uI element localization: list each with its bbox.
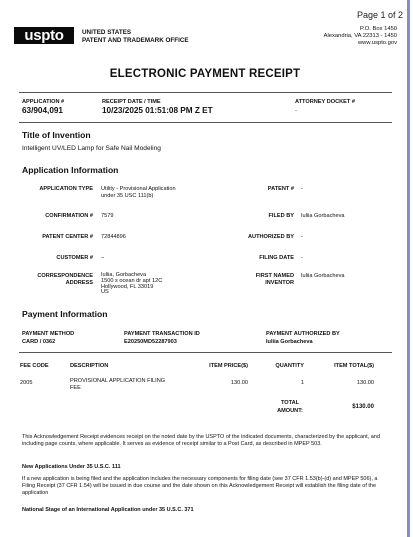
first-named-inventor-value: Iuliia Gorbacheva xyxy=(301,273,345,279)
divider xyxy=(19,92,392,93)
patent-number-value: - xyxy=(301,186,303,192)
transaction-id-label: PAYMENT TRANSACTION ID xyxy=(124,331,200,337)
transaction-id-value: E20250MD52287903 xyxy=(124,339,177,345)
customer-value: – xyxy=(101,255,105,261)
org-name-line: UNITED STATES xyxy=(82,29,132,36)
receipt-date: 10/23/2025 01:51:08 PM Z ET xyxy=(102,106,213,115)
fee-price: 130.00 xyxy=(230,380,248,386)
page-title: ELECTRONIC PAYMENT RECEIPT xyxy=(109,68,301,80)
item-total-header: ITEM TOTAL($) xyxy=(334,363,374,369)
description-header: DESCRIPTION xyxy=(70,363,109,369)
org-name xyxy=(82,29,189,44)
filed-by-value: Iuliia Gorbacheva xyxy=(301,213,345,219)
payment-authorized-label: PAYMENT AUTHORIZED BY xyxy=(266,331,340,337)
total-amount-value: $130.00 xyxy=(352,404,374,410)
correspondence-address-value: Iuliia, Gorbacheva 1500 s ocean dr apt 12C Hollywood, FL 33019 US xyxy=(101,272,163,296)
address-line: Alexandria, VA 22313 - 1450 xyxy=(323,32,397,39)
first-named-inventor-label: FIRST NAMED INVENTOR xyxy=(255,273,294,286)
application-type-value: Utility - Provisional Application under 35 USC 111(b) xyxy=(101,186,176,199)
correspondence-address-label: CORRESPONDENCE ADDRESS xyxy=(37,273,93,286)
application-info-heading: Application Information xyxy=(22,165,119,175)
national-stage-heading: National Stage of an International Application under 35 U.S.C. 371 xyxy=(22,507,194,513)
address-line: www.uspto.gov xyxy=(358,39,397,46)
total-amount-label: TOTAL AMOUNT: xyxy=(277,400,303,414)
fee-description: PROVISIONAL APPLICATION FILING FEE xyxy=(70,378,166,391)
page-indicator: Page 1 of 2 xyxy=(356,10,403,20)
quantity-header: QUANTITY xyxy=(275,363,304,369)
authorized-by-label: AUTHORIZED BY xyxy=(248,234,294,240)
fee-code-header: FEE CODE xyxy=(20,363,49,369)
attorney-docket: - xyxy=(295,108,297,114)
payment-method-value: CARD / 0362 xyxy=(22,339,56,345)
confirmation-label: CONFIRMATION # xyxy=(45,213,93,219)
divider xyxy=(19,122,392,123)
patent-center-value: 72844896 xyxy=(101,234,126,240)
payment-info-heading: Payment Information xyxy=(22,309,108,319)
uspto-logo: uspto xyxy=(14,27,74,44)
authorized-by-value: - xyxy=(301,234,303,240)
divider xyxy=(19,352,392,353)
acknowledgement-text: This Acknowledgement Receipt evidences receipt on the noted date by the USPTO of the indicated documents, characterized by the applicant, and including page counts, where applicable. It serves as evidence of receipt similar to a Post Card, as described in MPEP 503. xyxy=(22,434,380,448)
filed-by-label: FILED BY xyxy=(268,213,294,219)
patent-number-label: PATENT # xyxy=(267,186,294,192)
address-line: P.O. Box 1450 xyxy=(360,26,397,32)
invention-title: Intelligent UV/LED Lamp for Safe Nail Modeling xyxy=(22,145,161,152)
payment-method-label: PAYMENT METHOD xyxy=(22,331,75,337)
application-number: 63/904,091 xyxy=(22,106,63,115)
org-name-line: PATENT AND TRADEMARK OFFICE xyxy=(82,36,189,44)
application-number-label: APPLICATION # xyxy=(22,99,65,105)
confirmation-value: 7579 xyxy=(101,213,114,219)
item-price-header: ITEM PRICE($) xyxy=(209,363,248,369)
fee-quantity: 1 xyxy=(300,380,304,386)
filing-date-value: - xyxy=(301,255,303,261)
fee-code: 2005 xyxy=(20,380,33,386)
fee-total: 130.00 xyxy=(356,380,374,386)
filing-date-label: FILING DATE xyxy=(259,255,294,261)
customer-label: CUSTOMER # xyxy=(56,255,93,261)
invention-heading: Title of Invention xyxy=(22,130,91,140)
patent-center-label: PATENT CENTER # xyxy=(42,234,93,240)
receipt-date-label: RECEIPT DATE / TIME xyxy=(102,99,161,105)
new-applications-text: If a new application is being filed and the application includes the necessary components for filing date (see 37 CFR 1.53(b)-(d) and MPEP 506), a Filing Receipt (37 CFR 1.54) will be issued in due course and the date shown on this Acknowledgement Receipt will establish the filing date of the application xyxy=(22,476,378,497)
new-applications-heading: New Applications Under 35 U.S.C. 111 xyxy=(22,464,121,470)
application-type-label: APPLICATION TYPE xyxy=(39,186,93,192)
office-address xyxy=(324,26,397,46)
payment-authorized-value: Iuliia Gorbacheva xyxy=(266,339,313,345)
attorney-docket-label: ATTORNEY DOCKET # xyxy=(295,99,355,105)
